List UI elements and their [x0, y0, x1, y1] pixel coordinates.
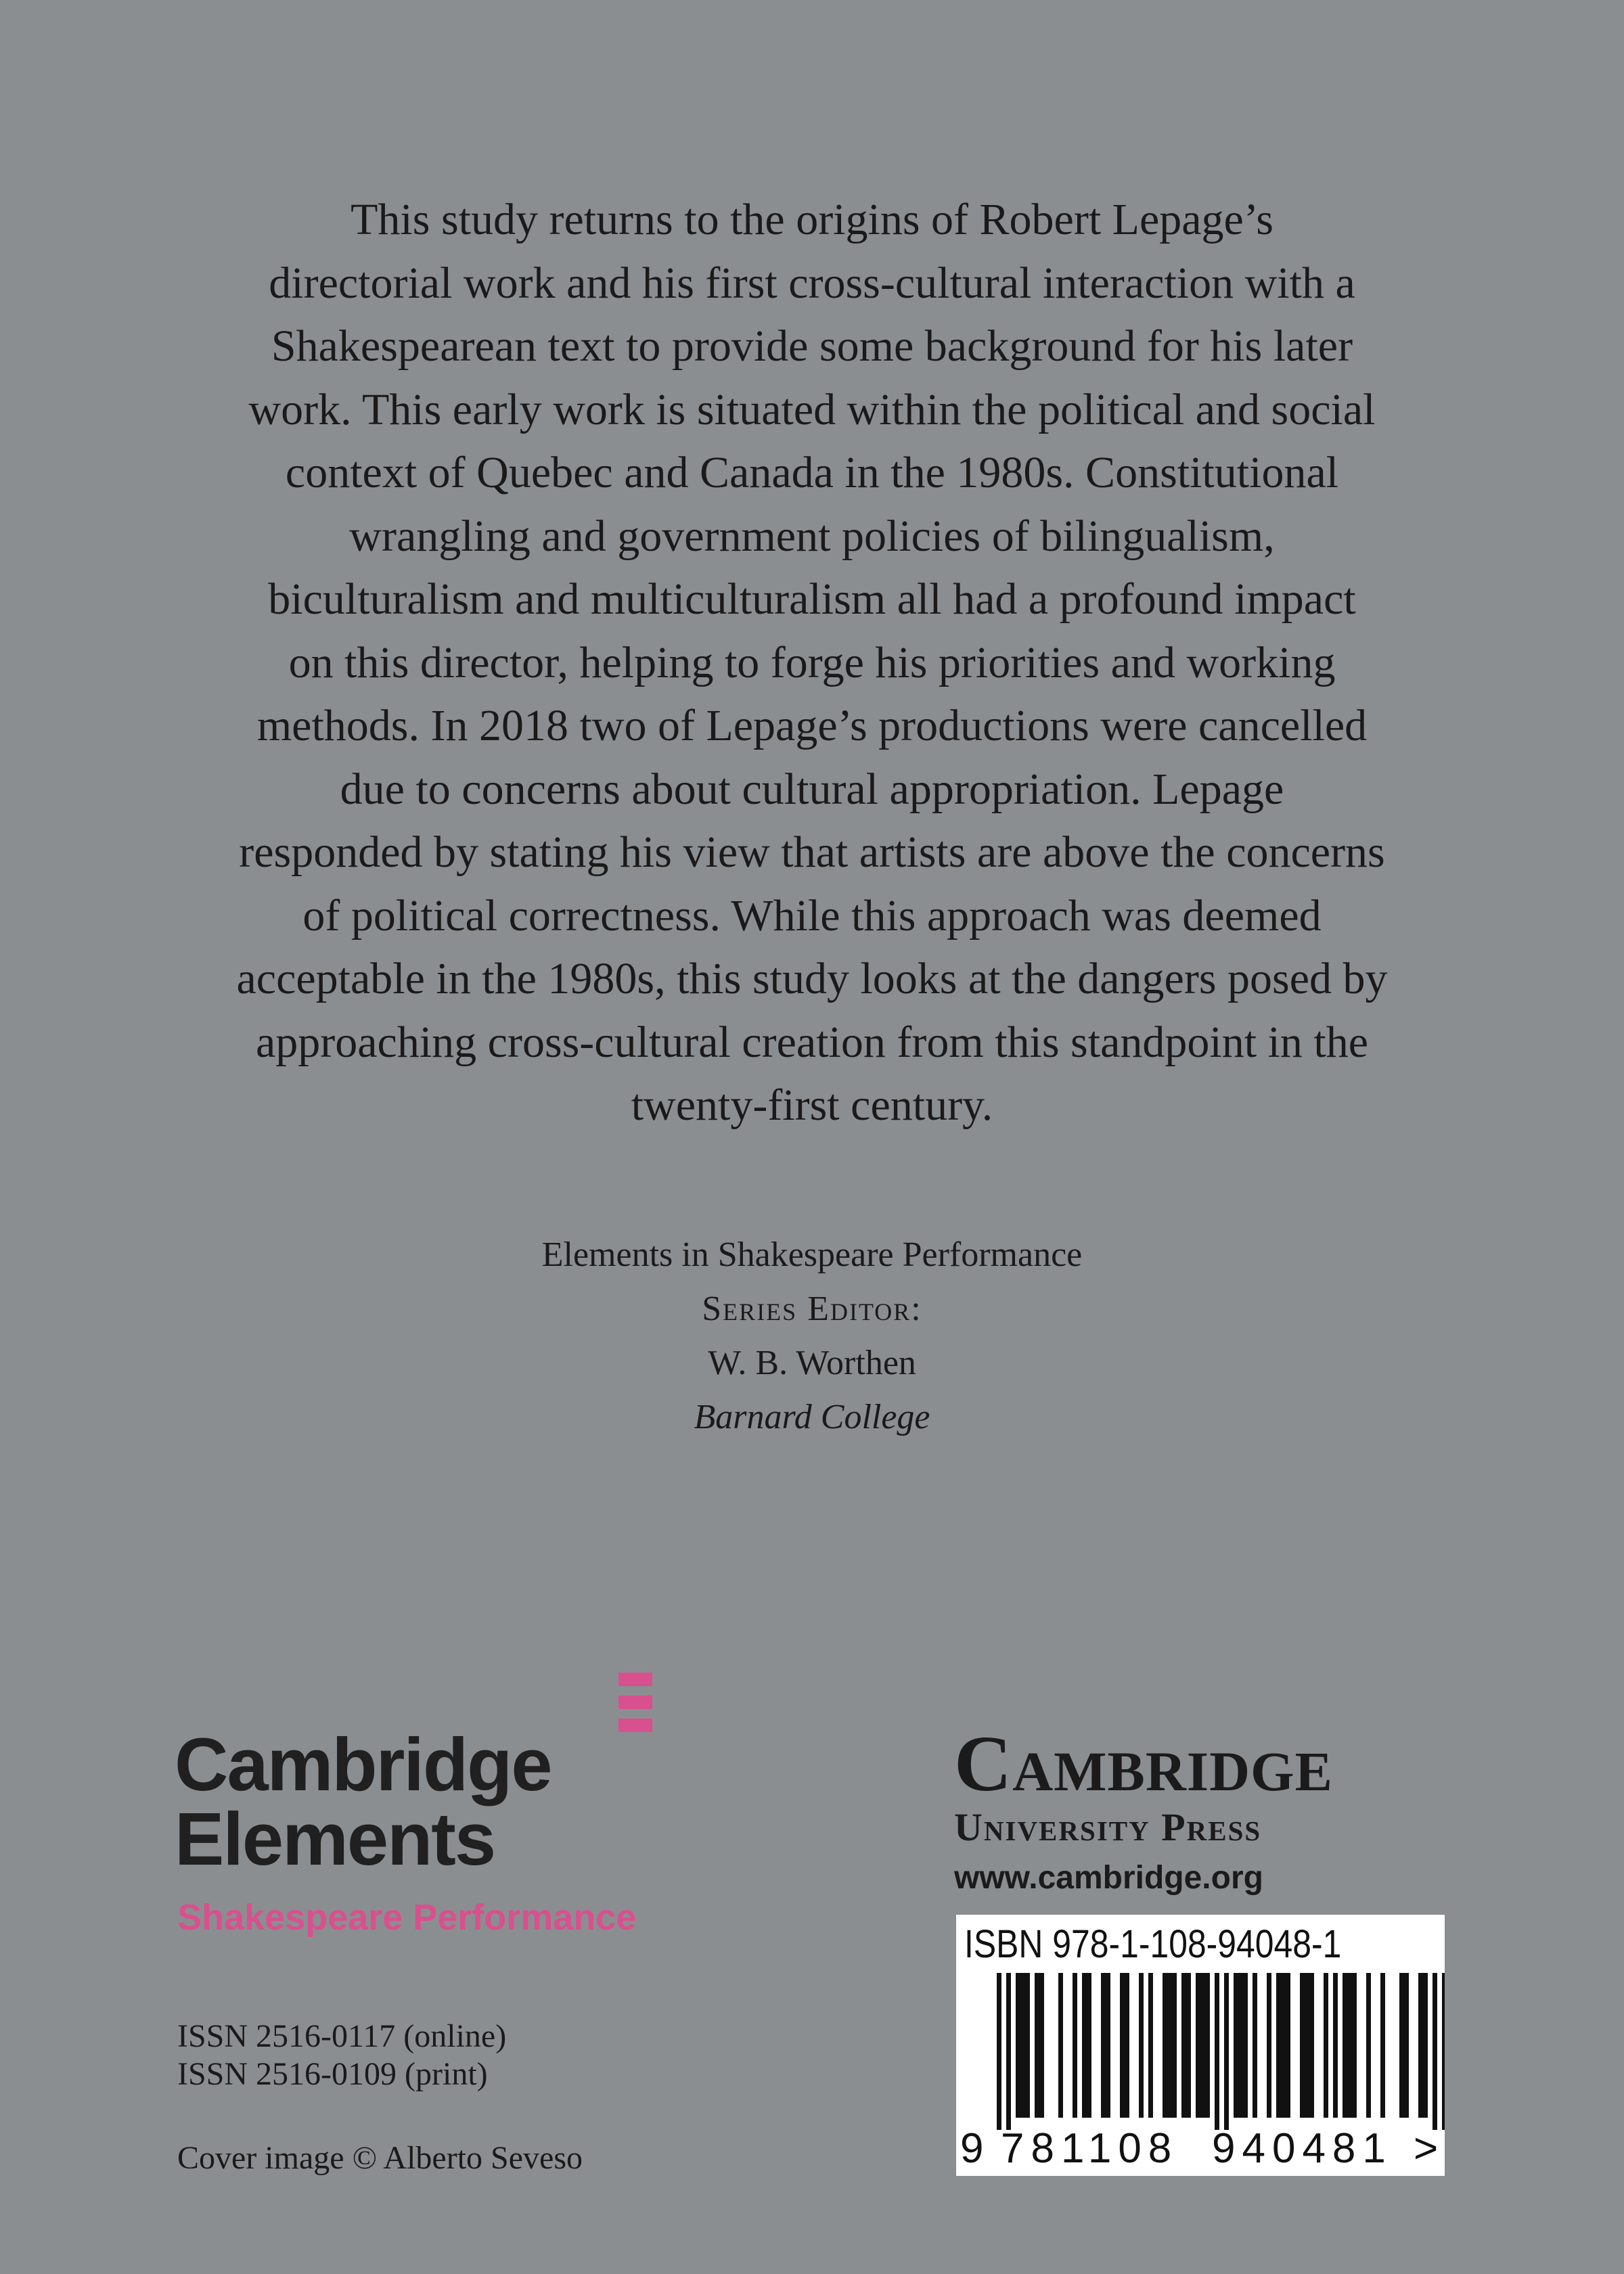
barcode-bar [997, 1973, 1001, 2130]
barcode-bar [1433, 1973, 1437, 2130]
barcode-bar [1181, 1973, 1186, 2118]
barcode-bar [1286, 1973, 1290, 2118]
issn-print: ISSN 2516-0109 (print) [177, 2056, 488, 2092]
barcode-bar [1058, 1973, 1063, 2118]
barcode-bar [1253, 1973, 1257, 2118]
barcode-bar [1073, 1973, 1077, 2118]
barcode-bar [1039, 1973, 1044, 2118]
barcode-bar [1276, 1973, 1281, 2118]
series-name: Elements in Shakespeare Performance [541, 1235, 1083, 1274]
blurb-line: twenty-first century. [631, 1081, 993, 1130]
barcode-bar [1423, 1973, 1428, 2118]
barcode-bar [1343, 1973, 1347, 2118]
blurb-line: due to concerns about cultural appropriation. Lepage [340, 764, 1284, 814]
barcode-bar [1243, 1973, 1248, 2118]
isbn-barcode [956, 1915, 1445, 2176]
blurb-line: responded by stating his view that artists are above the concerns [239, 827, 1385, 877]
barcode-bar [1404, 1973, 1409, 2118]
barcode-bar [1366, 1973, 1371, 2118]
barcode-bar [1106, 1973, 1110, 2118]
barcode-bar [1020, 1973, 1025, 2118]
publisher-press: University Press [954, 1805, 1262, 1849]
barcode-bar [1163, 1973, 1167, 2118]
barcode-bar [1224, 1973, 1229, 2130]
isbn-label: ISBN 978-1-108-94048-1 [964, 1922, 1342, 1966]
barcode-bar [1025, 1973, 1030, 2118]
barcode-bar [1305, 1973, 1309, 2118]
barcode-bar [1380, 1973, 1385, 2118]
logo-word-cambridge: Cambridge [175, 1723, 551, 1806]
blurb-line: wrangling and government policies of bilingualism, [349, 511, 1275, 561]
blurb-line: on this director, helping to forge his priorities and working [288, 637, 1336, 687]
blurb-line: of political correctness. While this approach was deemed [302, 890, 1322, 940]
barcode-bar [1442, 1973, 1445, 2130]
barcode-bar [1333, 1973, 1338, 2118]
barcode-digit-group-left: 781108 [1001, 2125, 1179, 2172]
barcode-bar [1186, 1973, 1191, 2118]
barcode-digit-lead: 9 [960, 2125, 984, 2172]
blurb [156, 188, 1468, 1137]
series-editor-name: W. B. Worthen [708, 1344, 916, 1382]
blurb-line: acceptable in the 1980s, this study looks at the dangers posed by [236, 954, 1388, 1003]
barcode-bar [1120, 1973, 1125, 2118]
cambridge-elements-logo [175, 1671, 689, 1942]
blurb-line: approaching cross-cultural creation from this standpoint in the [255, 1017, 1369, 1067]
blurb-line: Shakespearean text to provide some background for his later [271, 321, 1353, 371]
cover-image-credit: Cover image © Alberto Seveso [177, 2140, 583, 2176]
barcode-bar [1082, 1973, 1087, 2118]
barcode-bar [1172, 1973, 1177, 2118]
barcode-bar [1205, 1973, 1210, 2118]
blurb-line: context of Quebec and Canada in the 1980s. Constitutional [285, 448, 1339, 497]
barcode-bar [1352, 1973, 1357, 2118]
barcode-bar [1300, 1973, 1305, 2118]
series-info [406, 1228, 1218, 1445]
barcode-bar [1016, 1973, 1020, 2118]
barcode-bar [1347, 1973, 1352, 2118]
barcode-bar [1196, 1973, 1200, 2118]
barcode-bar [1267, 1973, 1271, 2118]
publisher-name: Cambridge [954, 1719, 1333, 1808]
barcode-bar [1035, 1973, 1039, 2118]
barcode-bar [1238, 1973, 1243, 2118]
publisher-imprint [954, 1719, 1455, 1905]
blurb-line: directorial work and his first cross-cultural interaction with a [269, 258, 1355, 308]
blurb-line: methods. In 2018 two of Lepage’s productions were cancelled [256, 701, 1368, 750]
barcode-bar [1101, 1973, 1106, 2118]
barcode-bar [1324, 1973, 1328, 2118]
barcode-bar [1200, 1973, 1205, 2118]
issn-block [177, 2018, 506, 2093]
barcode-quiet-zone-mark: > [1414, 2125, 1439, 2172]
barcode-bar [1139, 1973, 1144, 2118]
blurb-line: biculturalism and multiculturalism all had a profound impact [268, 574, 1356, 624]
menu-bars-icon [618, 1671, 652, 1746]
publisher-url: www.cambridge.org [954, 1860, 1263, 1896]
barcode-bar [1125, 1973, 1129, 2118]
barcode-bars [956, 1973, 1445, 2135]
barcode-bar [1006, 1973, 1011, 2130]
barcode-bar [1399, 1973, 1404, 2118]
logo-subtitle: Shakespeare Performance [177, 1897, 637, 1938]
blurb-line: work. This early work is situated within the political and social [248, 384, 1376, 434]
blurb-line: This study returns to the origins of Robert Lepage’s [351, 195, 1273, 244]
barcode-bar [1148, 1973, 1153, 2118]
barcode-digit-group-right: 940481 [1212, 2125, 1393, 2172]
barcode-bar [1167, 1973, 1172, 2118]
series-editor-label: Series Editor: [702, 1290, 922, 1328]
barcode-bar [1087, 1973, 1091, 2118]
logo-word-elements: Elements [175, 1798, 495, 1881]
series-editor-affiliation: Barnard College [694, 1398, 930, 1436]
issn-online: ISSN 2516-0117 (online) [177, 2018, 507, 2054]
barcode-bar [1215, 1973, 1219, 2130]
barcode-bar [1281, 1973, 1286, 2118]
barcode-bar [1418, 1973, 1423, 2118]
barcode-bar [1234, 1973, 1238, 2118]
barcode-bar [1309, 1973, 1314, 2118]
